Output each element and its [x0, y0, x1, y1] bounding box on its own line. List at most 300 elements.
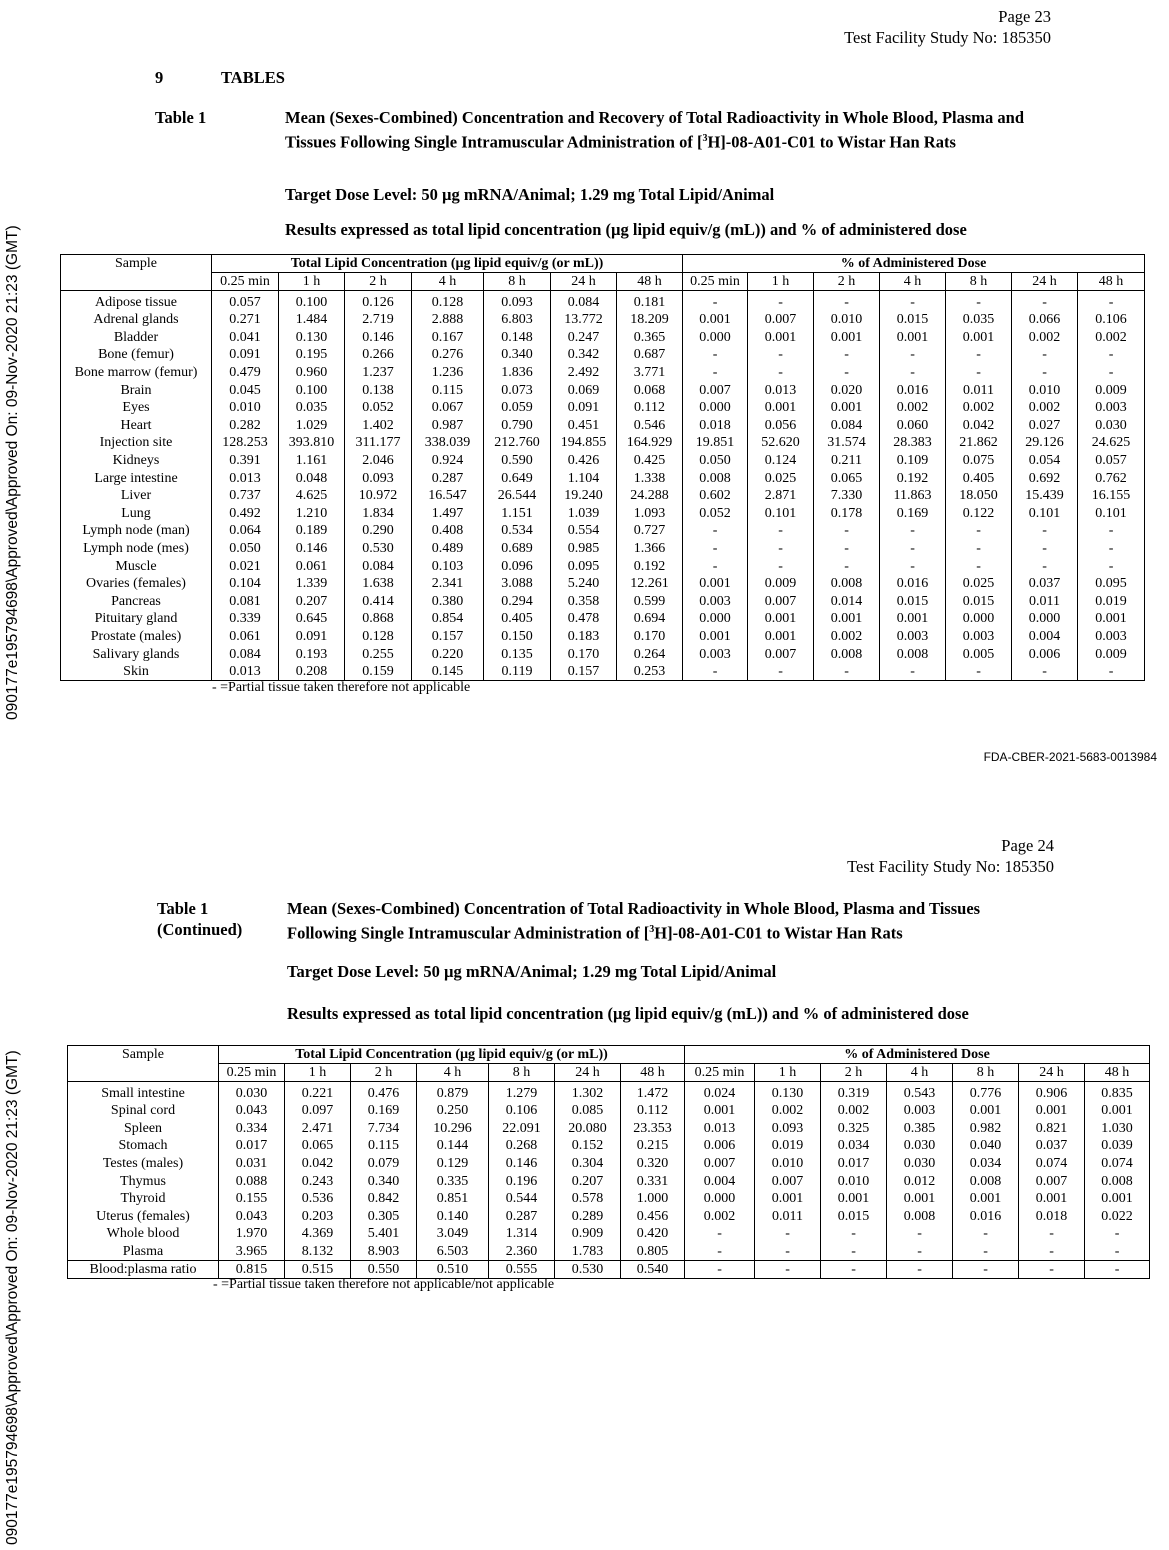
dose-percent-cell: 0.001 [1085, 1190, 1150, 1208]
concentration-cell: 5.401 [351, 1225, 417, 1243]
dose-percent-cell: 0.012 [887, 1172, 953, 1190]
sample-name-cell: Liver [61, 487, 212, 505]
dose-percent-cell: 0.015 [880, 593, 946, 611]
concentration-cell: 338.039 [412, 434, 484, 452]
dose-percent-cell: 0.003 [1078, 628, 1145, 646]
concentration-cell: 0.426 [551, 452, 617, 470]
table-row [61, 311, 1145, 329]
dose-percent-cell: 0.001 [685, 1102, 755, 1120]
concentration-cell: 0.456 [621, 1208, 685, 1226]
sample-name-cell: Whole blood [68, 1225, 219, 1243]
dose-percent-cell: 0.122 [946, 505, 1012, 523]
dose-percent-cell: 0.030 [1078, 417, 1145, 435]
concentration-cell: 0.064 [212, 522, 279, 540]
dose-percent-cell: 0.011 [755, 1208, 821, 1226]
sample-name-cell: Spleen [68, 1120, 219, 1138]
caption-text: H]-08-A01-C01 to Wistar Han Rats [654, 923, 903, 943]
concentration-cell: 22.091 [489, 1120, 555, 1138]
concentration-cell: 0.530 [555, 1260, 621, 1278]
dose-percent-cell: 0.054 [1012, 452, 1078, 470]
dose-percent-cell: 0.025 [946, 575, 1012, 593]
dose-percent-cell: 0.008 [880, 645, 946, 663]
dose-timepoint-header: 8 h [953, 1064, 1019, 1082]
concentration-cell: 0.193 [279, 645, 345, 663]
timepoint-header-row [61, 273, 1145, 291]
sample-name-cell: Stomach [68, 1137, 219, 1155]
concentration-cell: 0.031 [219, 1155, 285, 1173]
dose-percent-cell: - [1012, 540, 1078, 558]
concentration-cell: 0.135 [484, 645, 551, 663]
study-number: Test Facility Study No: 185350 [847, 857, 1054, 876]
concentration-cell: 0.255 [345, 645, 412, 663]
concentration-cell: 2.046 [345, 452, 412, 470]
sample-name-cell: Muscle [61, 557, 212, 575]
concentration-cell: 0.057 [212, 291, 279, 312]
dose-group-header: % of Administered Dose [685, 1046, 1150, 1064]
section-heading [155, 68, 285, 88]
table-row [68, 1243, 1150, 1261]
dose-percent-cell: - [880, 540, 946, 558]
concentration-cell: 0.405 [484, 610, 551, 628]
concentration-cell: 0.104 [212, 575, 279, 593]
table-row [68, 1190, 1150, 1208]
dose-percent-cell: 0.001 [814, 610, 880, 628]
concentration-cell: 0.112 [617, 399, 683, 417]
sample-name-cell: Adipose tissue [61, 291, 212, 312]
dose-percent-cell: - [748, 522, 814, 540]
concentration-cell: 2.492 [551, 364, 617, 382]
dose-percent-cell: 19.851 [683, 434, 748, 452]
dose-percent-cell: 52.620 [748, 434, 814, 452]
page-number: Page 23 [998, 7, 1051, 26]
concentration-cell: 0.140 [417, 1208, 489, 1226]
dose-percent-cell: 0.001 [748, 399, 814, 417]
concentration-cell: 0.420 [621, 1225, 685, 1243]
caption-text: H]-08-A01-C01 to Wistar Han Rats [707, 132, 956, 152]
concentration-cell: 0.492 [212, 505, 279, 523]
concentration-cell: 0.091 [279, 628, 345, 646]
dose-percent-cell: 0.001 [953, 1190, 1019, 1208]
concentration-cell: 0.335 [417, 1172, 489, 1190]
table-label: Table 1 [155, 108, 207, 127]
dose-percent-cell: 0.010 [821, 1172, 887, 1190]
dose-percent-cell: 0.010 [814, 311, 880, 329]
concentration-cell: 26.544 [484, 487, 551, 505]
concentration-cell: 13.772 [551, 311, 617, 329]
table-row [61, 381, 1145, 399]
dose-percent-cell: 0.019 [755, 1137, 821, 1155]
concentration-cell: 0.043 [219, 1208, 285, 1226]
concentration-cell: 164.929 [617, 434, 683, 452]
concentration-cell: 1.836 [484, 364, 551, 382]
concentration-cell: 0.276 [412, 346, 484, 364]
concentration-cell: 10.972 [345, 487, 412, 505]
concentration-cell: 0.106 [489, 1102, 555, 1120]
table-row [61, 434, 1145, 452]
dose-timepoint-header: 48 h [1078, 273, 1145, 291]
concentration-cell: 0.599 [617, 593, 683, 611]
dose-percent-cell: 0.008 [887, 1208, 953, 1226]
concentration-cell: 0.069 [551, 381, 617, 399]
dose-percent-cell: - [1019, 1243, 1085, 1261]
approval-watermark-text: 090177e195794698\Approved\Approved On: 09-Nov-2020 21:23 (GMT) [4, 225, 21, 720]
dose-percent-cell: - [887, 1260, 953, 1278]
dose-percent-cell: 0.010 [1012, 381, 1078, 399]
concentration-cell: 3.049 [417, 1225, 489, 1243]
sample-name-cell: Heart [61, 417, 212, 435]
dose-percent-cell: 0.014 [814, 593, 880, 611]
dose-percent-cell: 0.000 [683, 329, 748, 347]
conc-timepoint-header: 4 h [412, 273, 484, 291]
concentration-cell: 0.095 [551, 557, 617, 575]
conc-timepoint-header: 8 h [484, 273, 551, 291]
table-caption [287, 898, 1047, 944]
concentration-cell: 0.515 [285, 1260, 351, 1278]
concentration-cell: 0.550 [351, 1260, 417, 1278]
concentration-cell: 0.536 [285, 1190, 351, 1208]
dose-timepoint-header: 0.25 min [683, 273, 748, 291]
sample-name-cell: Eyes [61, 399, 212, 417]
dose-group-header: % of Administered Dose [683, 255, 1145, 273]
table-footnote: - =Partial tissue taken therefore not applicable/not applicable [213, 1277, 555, 1292]
dose-percent-cell: - [1078, 291, 1145, 312]
dose-timepoint-header: 2 h [814, 273, 880, 291]
dose-percent-cell: 0.016 [880, 575, 946, 593]
dose-timepoint-header: 24 h [1019, 1064, 1085, 1082]
dose-percent-cell: 0.040 [953, 1137, 1019, 1155]
dose-percent-cell: - [1078, 557, 1145, 575]
dose-percent-cell: 18.050 [946, 487, 1012, 505]
dose-percent-cell: 0.025 [748, 469, 814, 487]
concentration-cell: 0.052 [345, 399, 412, 417]
dose-percent-cell: - [1019, 1260, 1085, 1278]
concentration-cell: 0.510 [417, 1260, 489, 1278]
dose-percent-cell: 0.001 [946, 329, 1012, 347]
concentration-cell: 0.220 [412, 645, 484, 663]
concentration-cell: 0.340 [351, 1172, 417, 1190]
dose-percent-cell: 0.319 [821, 1082, 887, 1103]
dose-percent-cell: 0.982 [953, 1120, 1019, 1138]
concentration-cell: 0.815 [219, 1260, 285, 1278]
concentration-cell: 0.268 [489, 1137, 555, 1155]
dose-percent-cell: 0.095 [1078, 575, 1145, 593]
concentration-cell: 0.017 [219, 1137, 285, 1155]
sample-name-cell: Spinal cord [68, 1102, 219, 1120]
dose-percent-cell: - [1078, 522, 1145, 540]
concentration-cell: 0.264 [617, 645, 683, 663]
concentration-cell: 0.478 [551, 610, 617, 628]
dose-percent-cell: 0.002 [1012, 399, 1078, 417]
concentration-cell: 0.530 [345, 540, 412, 558]
concentration-cell: 3.771 [617, 364, 683, 382]
sample-header: Sample [68, 1046, 219, 1082]
concentration-cell: 0.540 [621, 1260, 685, 1278]
dose-percent-cell: - [1078, 663, 1145, 681]
concentration-cell: 1.151 [484, 505, 551, 523]
results-line: Results expressed as total lipid concentration (µg lipid equiv/g (mL)) and % of administered dose [285, 220, 967, 239]
dose-percent-cell: 0.000 [1012, 610, 1078, 628]
dose-percent-cell: 0.005 [946, 645, 1012, 663]
sample-name-cell: Bladder [61, 329, 212, 347]
concentration-cell: 0.215 [621, 1137, 685, 1155]
dose-percent-cell: 0.039 [1085, 1137, 1150, 1155]
concentration-cell: 0.061 [279, 557, 345, 575]
conc-timepoint-header: 48 h [617, 273, 683, 291]
dose-timepoint-header: 4 h [880, 273, 946, 291]
concentration-cell: 0.425 [617, 452, 683, 470]
concentration-cell: 1.314 [489, 1225, 555, 1243]
concentration-cell: 0.555 [489, 1260, 555, 1278]
dose-percent-cell: 0.008 [1085, 1172, 1150, 1190]
dose-level-line: Target Dose Level: 50 µg mRNA/Animal; 1.29 mg Total Lipid/Animal [285, 185, 775, 204]
sample-name-cell: Prostate (males) [61, 628, 212, 646]
dose-percent-cell: 0.008 [953, 1172, 1019, 1190]
dose-percent-cell: 0.002 [946, 399, 1012, 417]
concentration-cell: 0.103 [412, 557, 484, 575]
dose-percent-cell: 0.001 [821, 1190, 887, 1208]
concentration-cell: 0.358 [551, 593, 617, 611]
concentration-cell: 0.645 [279, 610, 345, 628]
dose-percent-cell: 0.002 [821, 1102, 887, 1120]
concentration-cell: 0.868 [345, 610, 412, 628]
conc-timepoint-header: 8 h [489, 1064, 555, 1082]
dose-percent-cell: 0.066 [1012, 311, 1078, 329]
concentration-cell: 0.243 [285, 1172, 351, 1190]
dose-percent-cell: - [1012, 364, 1078, 382]
concentration-cell: 0.048 [279, 469, 345, 487]
table-row [61, 469, 1145, 487]
concentration-cell: 1.638 [345, 575, 412, 593]
data-table-page24 [67, 1045, 1150, 1279]
concentration-cell: 1.039 [551, 505, 617, 523]
concentration-cell: 3.965 [219, 1243, 285, 1261]
dose-percent-cell: - [755, 1260, 821, 1278]
concentration-cell: 0.159 [345, 663, 412, 681]
dose-percent-cell: - [683, 364, 748, 382]
dose-percent-cell: - [946, 663, 1012, 681]
dose-percent-cell: 0.001 [748, 329, 814, 347]
concentration-cell: 0.144 [417, 1137, 489, 1155]
concentration-cell: 1.339 [279, 575, 345, 593]
table-row [68, 1225, 1150, 1243]
table-row [61, 557, 1145, 575]
concentration-cell: 0.157 [551, 663, 617, 681]
concentration-cell: 1.029 [279, 417, 345, 435]
dose-percent-cell: - [814, 346, 880, 364]
concentration-cell: 0.073 [484, 381, 551, 399]
dose-percent-cell: 0.001 [1019, 1102, 1085, 1120]
dose-percent-cell: 0.007 [748, 645, 814, 663]
concentration-cell: 0.129 [417, 1155, 489, 1173]
concentration-cell: 1.366 [617, 540, 683, 558]
concentration-group-header: Total Lipid Concentration (µg lipid equiv/g (or mL)) [212, 255, 683, 273]
dose-percent-cell: - [1019, 1225, 1085, 1243]
caption-superscript: 3 [702, 133, 708, 144]
dose-percent-cell: - [946, 557, 1012, 575]
dose-percent-cell: - [748, 364, 814, 382]
table-row [61, 645, 1145, 663]
dose-percent-cell: 0.084 [814, 417, 880, 435]
dose-percent-cell: 0.001 [748, 628, 814, 646]
concentration-cell: 16.547 [412, 487, 484, 505]
dose-percent-cell: 0.003 [880, 628, 946, 646]
dose-percent-cell: - [821, 1225, 887, 1243]
dose-percent-cell: - [1012, 291, 1078, 312]
concentration-cell: 2.341 [412, 575, 484, 593]
concentration-cell: 0.081 [212, 593, 279, 611]
table-row [68, 1172, 1150, 1190]
dose-percent-cell: - [683, 522, 748, 540]
dose-percent-cell: 0.004 [1012, 628, 1078, 646]
table-row [61, 505, 1145, 523]
concentration-cell: 0.065 [285, 1137, 351, 1155]
dose-percent-cell: - [821, 1243, 887, 1261]
concentration-cell: 4.369 [285, 1225, 351, 1243]
caption-superscript: 3 [649, 924, 655, 935]
dose-timepoint-header: 48 h [1085, 1064, 1150, 1082]
concentration-cell: 0.304 [555, 1155, 621, 1173]
sample-name-cell: Lymph node (mes) [61, 540, 212, 558]
concentration-cell: 0.266 [345, 346, 412, 364]
dose-percent-cell: - [1078, 364, 1145, 382]
concentration-cell: 0.380 [412, 593, 484, 611]
concentration-cell: 2.360 [489, 1243, 555, 1261]
dose-percent-cell: 7.330 [814, 487, 880, 505]
conc-timepoint-header: 1 h [285, 1064, 351, 1082]
dose-percent-cell: - [946, 364, 1012, 382]
concentration-cell: 1.834 [345, 505, 412, 523]
dose-percent-cell: 0.001 [880, 610, 946, 628]
dose-percent-cell: - [814, 557, 880, 575]
dose-percent-cell: 0.001 [748, 610, 814, 628]
dose-percent-cell: 0.001 [683, 628, 748, 646]
table-row [61, 540, 1145, 558]
concentration-cell: 0.451 [551, 417, 617, 435]
concentration-cell: 0.534 [484, 522, 551, 540]
dose-percent-cell: 0.015 [821, 1208, 887, 1226]
dose-percent-cell: 0.002 [814, 628, 880, 646]
concentration-cell: 0.414 [345, 593, 412, 611]
concentration-cell: 0.093 [484, 291, 551, 312]
sample-name-cell: Bone marrow (femur) [61, 364, 212, 382]
concentration-cell: 2.888 [412, 311, 484, 329]
concentration-cell: 0.192 [617, 557, 683, 575]
dose-percent-cell: 21.862 [946, 434, 1012, 452]
dose-percent-cell: 0.009 [1078, 645, 1145, 663]
concentration-cell: 0.013 [212, 469, 279, 487]
concentration-cell: 18.209 [617, 311, 683, 329]
concentration-cell: 0.271 [212, 311, 279, 329]
table-row [61, 593, 1145, 611]
dose-percent-cell: - [1012, 346, 1078, 364]
concentration-cell: 24.288 [617, 487, 683, 505]
dose-percent-cell: 0.016 [953, 1208, 1019, 1226]
concentration-cell: 0.790 [484, 417, 551, 435]
dose-percent-cell: 0.124 [748, 452, 814, 470]
dose-percent-cell: 0.042 [946, 417, 1012, 435]
dose-percent-cell: 0.906 [1019, 1082, 1085, 1103]
dose-percent-cell: 0.011 [1012, 593, 1078, 611]
caption-text: Mean (Sexes-Combined) Concentration and Recovery of Total Radioactivity in Whole Blood, Plasma and Tissues Following Single Intramuscular Administration of [ [285, 108, 1024, 152]
dose-percent-cell: 0.050 [683, 452, 748, 470]
concentration-cell: 1.000 [621, 1190, 685, 1208]
sample-name-cell: Thyroid [68, 1190, 219, 1208]
dose-percent-cell: 0.030 [887, 1155, 953, 1173]
dose-percent-cell: 28.383 [880, 434, 946, 452]
dose-percent-cell: 0.001 [1019, 1190, 1085, 1208]
sample-name-cell: Pituitary gland [61, 610, 212, 628]
concentration-cell: 0.334 [219, 1120, 285, 1138]
dose-percent-cell: 0.002 [880, 399, 946, 417]
dose-percent-cell: - [1085, 1243, 1150, 1261]
dose-percent-cell: - [814, 663, 880, 681]
concentration-cell: 0.909 [555, 1225, 621, 1243]
sample-name-cell: Blood:plasma ratio [68, 1260, 219, 1278]
dose-percent-cell: 0.015 [880, 311, 946, 329]
dose-percent-cell: 0.093 [755, 1120, 821, 1138]
sample-name-cell: Lymph node (man) [61, 522, 212, 540]
concentration-cell: 0.100 [279, 381, 345, 399]
concentration-cell: 0.365 [617, 329, 683, 347]
dose-percent-cell: 0.000 [683, 399, 748, 417]
dose-percent-cell: - [880, 346, 946, 364]
dose-percent-cell: 0.000 [683, 610, 748, 628]
table-label-continued: (Continued) [157, 920, 243, 939]
table-row [68, 1260, 1150, 1278]
concentration-cell: 0.195 [279, 346, 345, 364]
concentration-cell: 6.803 [484, 311, 551, 329]
concentration-cell: 10.296 [417, 1120, 489, 1138]
concentration-cell: 0.805 [621, 1243, 685, 1261]
table-row [61, 291, 1145, 312]
concentration-cell: 0.035 [279, 399, 345, 417]
concentration-cell: 2.471 [285, 1120, 351, 1138]
dose-percent-cell: 0.013 [685, 1120, 755, 1138]
dose-percent-cell: - [683, 291, 748, 312]
concentration-cell: 0.339 [212, 610, 279, 628]
concentration-cell: 1.279 [489, 1082, 555, 1103]
dose-percent-cell: 0.060 [880, 417, 946, 435]
concentration-cell: 0.084 [551, 291, 617, 312]
concentration-cell: 212.760 [484, 434, 551, 452]
dose-percent-cell: 0.022 [1085, 1208, 1150, 1226]
concentration-cell: 0.088 [219, 1172, 285, 1190]
concentration-cell: 0.091 [551, 399, 617, 417]
dose-percent-cell: - [953, 1225, 1019, 1243]
dose-percent-cell: 0.169 [880, 505, 946, 523]
dose-percent-cell: 0.024 [685, 1082, 755, 1103]
dose-percent-cell: - [1012, 522, 1078, 540]
dose-percent-cell: 0.007 [748, 311, 814, 329]
dose-timepoint-header: 2 h [821, 1064, 887, 1082]
concentration-cell: 0.130 [279, 329, 345, 347]
concentration-cell: 0.554 [551, 522, 617, 540]
table-caption [285, 107, 1065, 153]
concentration-cell: 0.119 [484, 663, 551, 681]
sample-name-cell: Bone (femur) [61, 346, 212, 364]
table-row [68, 1137, 1150, 1155]
dose-percent-cell: 0.074 [1019, 1155, 1085, 1173]
dose-percent-cell: 0.008 [683, 469, 748, 487]
concentration-cell: 0.145 [412, 663, 484, 681]
dose-percent-cell: 0.001 [683, 311, 748, 329]
page-header [847, 835, 1054, 877]
concentration-cell: 20.080 [555, 1120, 621, 1138]
dose-percent-cell: 0.101 [1078, 505, 1145, 523]
table-row [68, 1155, 1150, 1173]
concentration-cell: 0.203 [285, 1208, 351, 1226]
dose-percent-cell: 0.056 [748, 417, 814, 435]
